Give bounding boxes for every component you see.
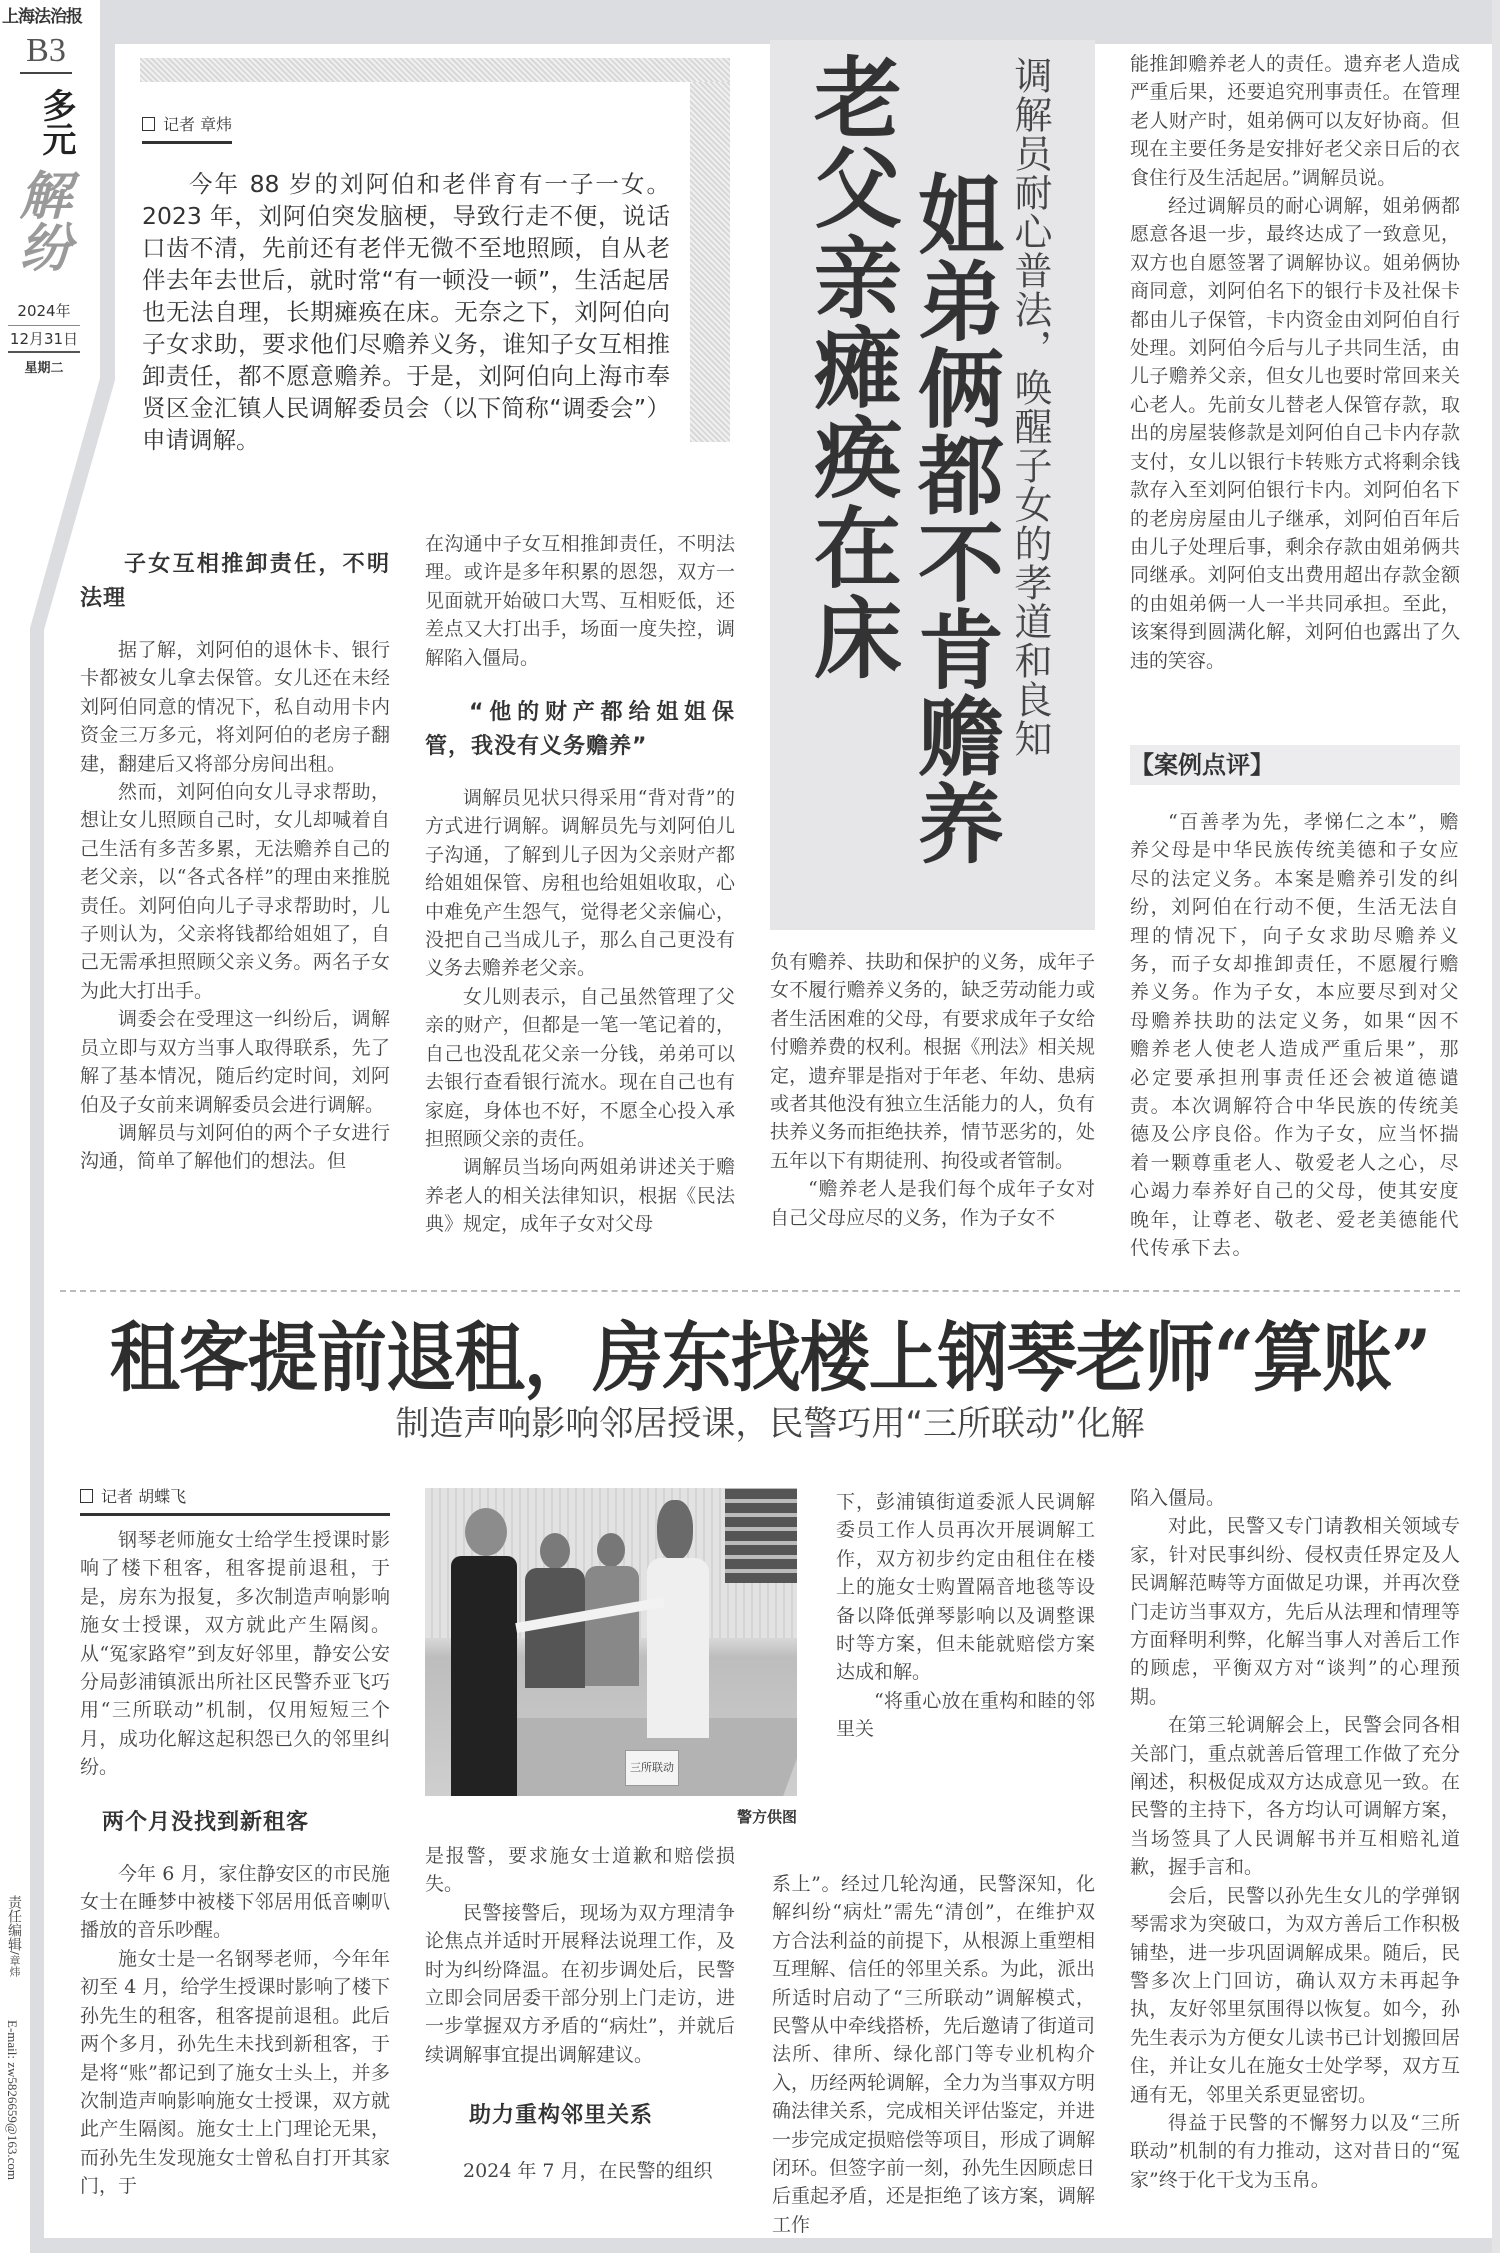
section-heading: 助力重构邻里关系 — [469, 2103, 654, 2129]
photo-person-head — [657, 1500, 693, 1560]
paragraph: 施女士是一名钢琴老师，今年年初至 4 月，给学生授课时影响了楼下孙先生的租客，租客提前退租。此后两个多月，孙先生未找到新租客，于是将“账”都记到了施女士头上，并多次制造声响影响施女士授课，双方就此产生隔阂。施女士上门理论无果，而孙先生发现施女士曾私自打开其家门，于 — [80, 1947, 390, 2198]
responsible-editor — [0, 1895, 24, 1977]
paragraph: 对此，民警又专门请教相关领域专家，针对民事纠纷、侵权责任界定及人民调解范畴等方面做足功课，并再次登门走访当事双方，先后从法理和情理等方面释明利弊，化解当事人对善后工作的顾虑，平衡双方对“谈判”的心理预期。 — [1130, 1515, 1460, 1708]
paragraph: 调解员当场向两姐弟讲述关于赡养老人的相关法律知识，根据《民法典》规定，成年子女对父母 — [425, 1156, 735, 1236]
case-review-label: 【案例点评】 — [1130, 745, 1460, 785]
paragraph: 经过调解员的耐心调解，姐弟俩都愿意各退一步，最终达成了一致意见，双方也自愿签署了调解协议。姐弟俩协商同意，刘阿伯名下的银行卡及社保卡都由儿子保管，卡内资金由刘阿伯自行处理。刘阿伯今后与儿子共同生活，由儿子赡养父亲，但女儿也要时常回来关心老人。先前女儿替老人保管存款，取出的房屋装修款是刘阿伯自己卡内存款支付，女儿以银行卡转账方式将剩余钱款存入至刘阿伯银行卡内。刘阿伯名下的老房房屋由儿子继承，刘阿伯百年后由儿子处理后事，剩余存款由姐弟俩共同继承。刘阿伯支出费用超出存款金额的由姐弟俩一人一半共同承担。至此，该案得到圆满化解，刘阿伯也露出了久违的笑容。 — [1130, 195, 1460, 672]
paragraph: 据了解，刘阿伯的退休卡、银行卡都被女儿拿去保管。女儿还在未经刘阿伯同意的情况下，私自动用卡内资金三万多元，将刘阿伯的老房子翻建，翻建后又将部分房间出租。 — [80, 639, 390, 775]
newspaper-logo: 上海法治报 — [2, 7, 82, 27]
paragraph: “赡养老人是我们每个成年子女对自己父母应尽的义务，作为子女不 — [770, 1178, 1095, 1229]
issue-date — [8, 300, 80, 376]
section-title-line2: 解纷 — [10, 168, 71, 272]
article2-subheadline: 制造声响影响邻居授课，民警巧用“三所联动”化解 — [395, 1404, 1145, 1444]
article2-byline — [80, 1484, 390, 1516]
case-review — [1130, 808, 1460, 1263]
hatched-border — [690, 82, 730, 442]
paragraph: 然而，刘阿伯向女儿寻求帮助，想让女儿照顾自己时，女儿却喊着自己生活有多苦多累，无法赡养自己的老父亲，以“各式各样”的理由来推脱责任。刘阿伯向儿子寻求帮助时，儿子则认为，父亲将钱都给姐姐了，自己无需承担照顾父亲义务。两名子女为此大打出手。 — [80, 781, 390, 1002]
paragraph: 调解员与刘阿伯的两个子女进行沟通，简单了解他们的想法。但 — [80, 1121, 390, 1173]
byline-text: 记者 章炜 — [163, 115, 233, 134]
section-title-line1: 多元 — [36, 88, 76, 156]
paragraph: “将重心放在重构和睦的邻里关 — [836, 1689, 1095, 1741]
paragraph: 系上”。经过几轮沟通，民警深知，化解纠纷“病灶”需先“清创”，在维护双方合法利益的前提下，从根源上重塑相互理解、信任的邻里关系。为此，派出所适时启动了“三所联动”调解模式，民警从中牵线搭桥，先后邀请了街道司法所、律所、绿化部门等专业机构介入，历经两轮调解，全力为当事双方明确法律关系，完成相关评估鉴定，并进一步完成定损赔偿等项目，形成了调解闭环。但签字前一刻，孙先生因顾虑日后重起矛盾，还是拒绝了该方案，调解工作 — [772, 1873, 1096, 2236]
section-heading: “他的财产都给姐姐保管，我没有义务赡养” — [425, 700, 735, 760]
square-bullet-icon — [80, 1489, 93, 1503]
paragraph: 会后，民警以孙先生女儿的学弹钢琴需求为突破口，为双方善后工作积极铺垫，进一步巩固调解成果。随后，民警多次上门回访，确认双方未再起争执，友好邻里氛围得以恢复。如今，孙先生表示为方便女儿读书已计划搬回居住，并让女儿在施女士处学琴，双方互通有无，邻里关系更显密切。 — [1130, 1884, 1460, 2106]
date-day: 12月31日 — [8, 325, 80, 353]
paragraph: 民警接警后，现场为双方理清争论焦点并适时开展释法说理工作，及时为纠纷降温。在初步调处后，民警立即会同居委干部分别上门走访，进一步掌握双方矛盾的“病灶”，并就后续调解事宜提出调解建议。 — [425, 1901, 735, 2066]
weekday: 星期二 — [24, 361, 64, 376]
article1-subtitle: 调解员耐心普法，唤醒子女的孝道和良知 — [1008, 56, 1052, 758]
article1-headline-second: 姐弟俩都不肯赡养 — [903, 170, 1004, 866]
article1-column-1 — [80, 548, 390, 1176]
hatched-border — [140, 58, 730, 82]
photo-person-officer — [585, 1566, 639, 1686]
article2-headline: 租客提前退租，房东找楼上钢琴老师“算账” — [109, 1312, 1431, 1403]
square-bullet-icon — [142, 117, 155, 131]
article-divider — [60, 1290, 1460, 1292]
photo-sign: 三所联动 — [625, 1750, 679, 1786]
page-number: B3 — [20, 32, 72, 74]
paragraph: 是报警，要求施女士道歉和赔偿损失。 — [425, 1845, 735, 1896]
section-heading: 两个月没找到新租客 — [102, 1809, 310, 1835]
paragraph: 2024 年 7 月，在民警的组织 — [463, 2160, 713, 2183]
photo-person-head — [540, 1533, 570, 1569]
paragraph: 得益于民警的不懈努力以及“三所联动”机制的有力推动，这对昔日的“冤家”终于化干戈为玉帛。 — [1130, 2111, 1460, 2191]
paragraph: 在沟通中子女互相推卸责任，不明法理。或许是多年积累的恩怨，双方一见面就开始破口大骂、互相贬低，还差点又大打出手，场面一度失控，调解陷入僵局。 — [425, 533, 735, 669]
date-year: 2024年 — [17, 302, 71, 320]
article2-column-3-upper — [836, 1488, 1095, 1744]
section-heading: 子女互相推卸责任，不明法理 — [80, 552, 390, 611]
article1-column-2 — [425, 530, 735, 1239]
photo-person-head — [597, 1533, 625, 1567]
paragraph: 调委会在受理这一纠纷后，调解员立即与双方当事人取得联系，先了解了基本情况，随后约定时间，刘阿伯及子女前来调解委员会进行调解。 — [80, 1008, 390, 1116]
paragraph: 女儿则表示，自己虽然管理了父亲的财产，但都是一笔一笔记着的，自己也没乱花父亲一分钱，弟弟可以去银行查看银行流水。现在自己也有家庭，身体也不好，不愿全心投入承担照顾父亲的责任。 — [425, 985, 735, 1150]
byline-text: 记者 胡蝶飞 — [101, 1487, 187, 1506]
article1-headline-main: 老父亲瘫痪在床 — [800, 52, 904, 682]
editor-label: 责任编辑 — [6, 1895, 22, 1951]
article2-column-3-lower — [772, 1870, 1095, 2239]
article1-byline — [142, 112, 232, 144]
mediation-photo — [425, 1488, 797, 1796]
paragraph: 钢琴老师施女士给学生授课时影响了楼下租客，租客提前退租，于是，房东为报复，多次制造声响影响施女士授课，双方就此产生隔阂。从“冤家路窄”到友好邻里，静安公安分局彭浦镇派出所社区民警乔亚飞巧用“三所联动”机制，仅用短短三个月，成功化解这起积怨已久的邻里纠纷。 — [80, 1529, 390, 1779]
paragraph: 调解员见状只得采用“背对背”的方式进行调解。调解员先与刘阿伯儿子沟通，了解到儿子因为父亲财产都给姐姐保管、房租也给姐姐收取，心中难免产生怨气，觉得老父亲偏心，没把自己当成儿子，那么自己更没有义务去赡养老父亲。 — [425, 787, 735, 980]
paragraph: 今年 6 月，家住静安区的市民施女士在睡梦中被楼下邻居用低音喇叭播放的音乐吵醒。 — [80, 1862, 390, 1942]
article1-column-3 — [770, 948, 1095, 1232]
photo-board — [725, 1488, 797, 1583]
paragraph: 在第三轮调解会上，民警会同各相关部门，重点就善后管理工作做了充分阐述，积极促成双方达成意见一致。在民警的主持下，各方均认可调解方案，当场签具了人民调解书并互相赔礼道歉，握手言和。 — [1130, 1714, 1460, 1879]
paragraph: “百善孝为先，孝悌仁之本”，赡养父母是中华民族传统美德和子女应尽的法定义务。本案是赡养引发的纠纷，刘阿伯在行动不便，生活无法自理的情况下，向子女求助尽赡养义务，而子女却推卸责任，不愿履行赡养义务。作为子女，本应要尽到对父母赡养扶助的法定义务，如果“因不赡养老人使老人造成严重后果”，那必定要承担刑事责任还会被道德谴责。本次调解符合中华民族的传统美德及公序良俗。作为子女，应当怀揣着一颗尊重老人、敬爱老人之心，尽心竭力奉养好自己的父母，使其安度晚年，让尊老、敬老、爱老美德能代代传承下去。 — [1130, 811, 1460, 1260]
photo-person-man — [451, 1556, 517, 1796]
photo-caption: 警方供图 — [736, 1808, 797, 1826]
article2-column-2 — [425, 1842, 735, 2186]
paragraph: 陷入僵局。 — [1130, 1487, 1226, 1509]
paragraph: 能推卸赡养老人的责任。遗弃老人造成严重后果，还要追究刑事责任。在管理老人财产时，姐弟俩可以友好协商。但现在主要任务是安排好老父亲日后的衣食住行及生活起居。”调解员说。 — [1130, 53, 1460, 189]
paragraph: 下，彭浦镇街道委派人民调解委员工作人员再次开展调解工作，双方初步约定由租住在楼上的施女士购置隔音地毯等设备以降低弹琴影响以及调整课时等方案，但未能就赔偿方案达成和解。 — [836, 1491, 1095, 1684]
editor-email: E-mail: zw5826659@163.com — [5, 2020, 20, 2180]
paragraph: 负有赡养、扶助和保护的义务，成年子女不履行赡养义务的，缺乏劳动能力或者生活困难的父母，有要求成年子女给付赡养费的权利。根据《刑法》相关规定，遗弃罪是指对于年老、年幼、患病或者其他没有独立生活能力的人，负有扶养义务而拒绝扶养，情节恶劣的，处五年以下有期徒刑、拘役或者管制。 — [770, 951, 1095, 1172]
editor-name: /章炜 — [8, 1951, 21, 1977]
article1-column-4 — [1130, 50, 1460, 675]
article2-column-1 — [80, 1526, 390, 2201]
article1-intro: 今年 88 岁的刘阿伯和老伴育有一子一女。2023 年，刘阿伯突发脑梗，导致行走不便，说话口齿不清，先前还有老伴无微不至地照顾，自从老伴去年去世后，就时常“有一顿没一顿”，生活起居也无法自理，长期瘫痪在床。无奈之下，刘阿伯向子女求助，要求他们尽赡养义务，谁知子女互相推卸责任，都不愿意赡养。于是，刘阿伯向上海市奉贤区金汇镇人民调解委员会（以下简称“调委会”）申请调解。 — [142, 170, 670, 454]
photo-person-woman-white — [647, 1558, 709, 1738]
photo-person-head — [465, 1508, 507, 1556]
article2-column-4 — [1130, 1484, 1460, 2194]
